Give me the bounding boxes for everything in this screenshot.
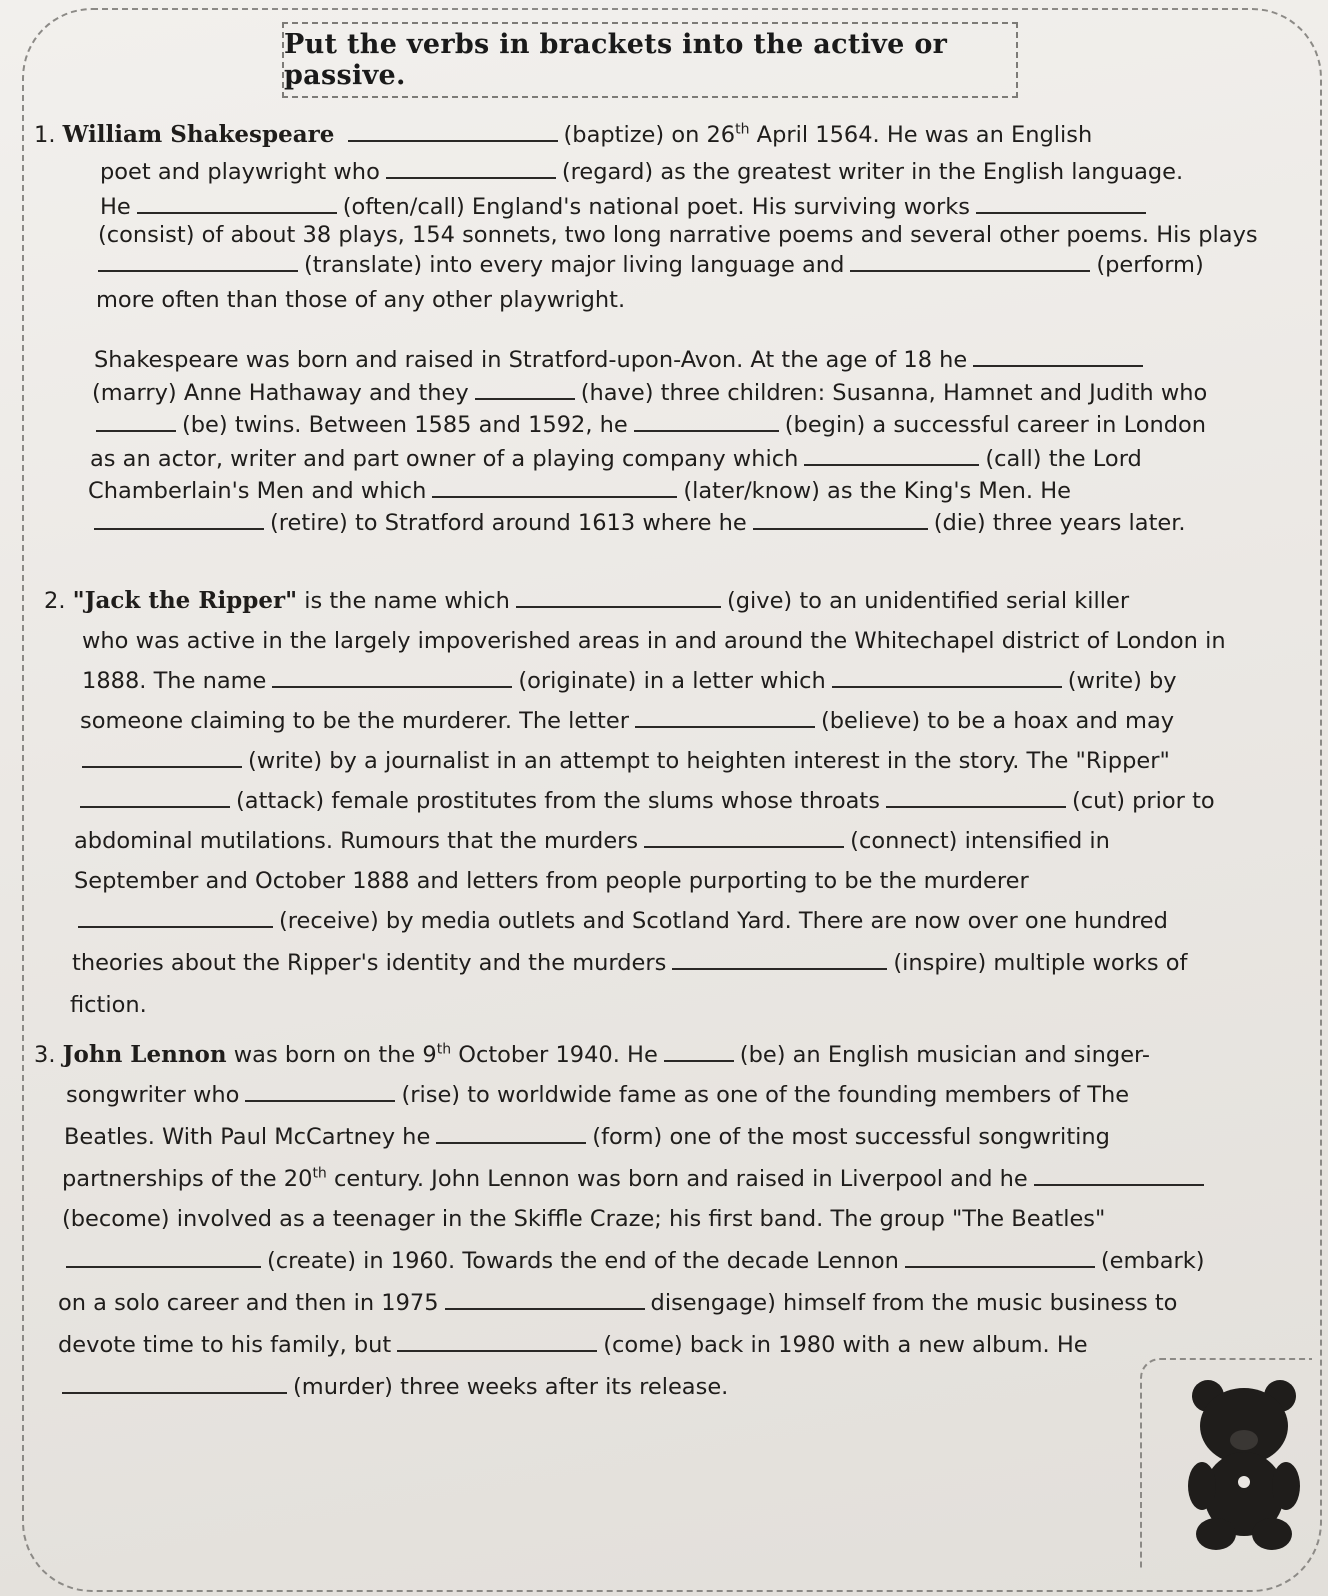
- s1-p2-line-5: Chamberlain's Men and which (later/know) as the King's Men. He: [88, 478, 1071, 504]
- s1-p2-line-3: (be) twins. Between 1585 and 1592, he (begin) a successful career in London: [90, 410, 1206, 440]
- s1-p2-line-2: (marry) Anne Hathaway and they (have) three children: Susanna, Hamnet and Judith who: [92, 380, 1208, 406]
- s1-line-1: 1. William Shakespeare (baptize) on 26th April 1564. He was an English: [34, 121, 1093, 148]
- s2-line-5: (write) by a journalist in an attempt to heighten interest in the story. The "Ripper": [76, 746, 1170, 776]
- answer-blank[interactable]: [475, 378, 575, 400]
- answer-blank[interactable]: [80, 786, 230, 808]
- name-jack-the-ripper: "Jack the Ripper": [72, 587, 298, 614]
- s1-line-3: He (often/call) England's national poet. His surviving works: [100, 192, 1152, 222]
- s1-p2-line-1: Shakespeare was born and raised in Stratford-upon-Avon. At the age of 18 he: [94, 345, 1149, 375]
- answer-blank[interactable]: [386, 157, 556, 179]
- answer-blank[interactable]: [1034, 1164, 1204, 1186]
- s3-line-2: songwriter who (rise) to worldwide fame as one of the founding members of The: [66, 1082, 1130, 1108]
- answer-blank[interactable]: [905, 1246, 1095, 1268]
- answer-blank[interactable]: [635, 706, 815, 728]
- s2-line-11: fiction.: [70, 992, 147, 1018]
- answer-blank[interactable]: [137, 192, 337, 214]
- answer-blank[interactable]: [976, 192, 1146, 214]
- s1-line-2: poet and playwright who (regard) as the greatest writer in the English language.: [100, 159, 1184, 185]
- answer-blank[interactable]: [634, 410, 779, 432]
- s3-line-4: partnerships of the 20th century. John Lennon was born and raised in Liverpool and he: [62, 1164, 1210, 1194]
- answer-blank[interactable]: [348, 120, 558, 142]
- answer-blank[interactable]: [98, 250, 298, 272]
- s1-p2-line-4: as an actor, writer and part owner of a playing company which (call) the Lord: [90, 446, 1142, 472]
- answer-blank[interactable]: [66, 1246, 261, 1268]
- answer-blank[interactable]: [78, 906, 273, 928]
- answer-blank[interactable]: [832, 666, 1062, 688]
- s2-line-2: who was active in the largely impoverished areas in and around the Whitechapel district of London in: [82, 628, 1226, 654]
- answer-blank[interactable]: [62, 1372, 287, 1394]
- teddy-bear-icon: [1180, 1374, 1310, 1554]
- s1-line-5: (translate) into every major living language and (perform): [92, 250, 1204, 280]
- answer-blank[interactable]: [886, 786, 1066, 808]
- answer-blank[interactable]: [445, 1288, 645, 1310]
- s3-line-1: 3. John Lennon was born on the 9th October 1940. He (be) an English musician and singer-: [34, 1041, 1150, 1068]
- answer-blank[interactable]: [850, 250, 1090, 272]
- s2-line-3: 1888. The name (originate) in a letter which (write) by: [82, 668, 1177, 694]
- name-john-lennon: John Lennon: [62, 1041, 227, 1068]
- s3-line-9: (murder) three weeks after its release.: [56, 1372, 728, 1402]
- answer-blank[interactable]: [804, 444, 979, 466]
- s3-line-3: Beatles. With Paul McCartney he (form) one of the most successful songwriting: [64, 1124, 1110, 1150]
- answer-blank[interactable]: [397, 1330, 597, 1352]
- s2-line-6: (attack) female prostitutes from the slums whose throats (cut) prior to: [74, 786, 1215, 816]
- answer-blank[interactable]: [432, 476, 677, 498]
- answer-blank[interactable]: [82, 746, 242, 768]
- answer-blank[interactable]: [436, 1122, 586, 1144]
- name-shakespeare: William Shakespeare: [62, 121, 335, 148]
- instruction-box: [282, 22, 1018, 98]
- s2-line-10: theories about the Ripper's identity and the murders (inspire) multiple works of: [72, 950, 1188, 976]
- answer-blank[interactable]: [516, 586, 721, 608]
- s1-p2-line-6: (retire) to Stratford around 1613 where he (die) three years later.: [88, 508, 1186, 538]
- bear-decoration-box: [1140, 1358, 1312, 1570]
- s3-line-7: on a solo career and then in 1975 disengage) himself from the music business to: [58, 1290, 1178, 1316]
- answer-blank[interactable]: [753, 508, 928, 530]
- s1-line-6: more often than those of any other playwright.: [96, 287, 626, 313]
- s2-line-9: (receive) by media outlets and Scotland Yard. There are now over one hundred: [72, 906, 1168, 936]
- s3-line-8: devote time to his family, but (come) back in 1980 with a new album. He: [58, 1332, 1088, 1358]
- answer-blank[interactable]: [245, 1080, 395, 1102]
- answer-blank[interactable]: [672, 948, 887, 970]
- s2-line-1: 2. "Jack the Ripper" is the name which (give) to an unidentified serial killer: [44, 587, 1130, 614]
- s2-line-4: someone claiming to be the murderer. The letter (believe) to be a hoax and may: [80, 708, 1175, 734]
- answer-blank[interactable]: [96, 410, 176, 432]
- s1-line-4: (consist) of about 38 plays, 154 sonnets, two long narrative poems and several other poems. His plays: [98, 222, 1258, 248]
- answer-blank[interactable]: [973, 345, 1143, 367]
- answer-blank[interactable]: [644, 826, 844, 848]
- s2-line-7: abdominal mutilations. Rumours that the murders (connect) intensified in: [74, 828, 1110, 854]
- instruction-title: Put the verbs in brackets into the active or passive.: [284, 29, 948, 91]
- answer-blank[interactable]: [272, 666, 512, 688]
- s3-line-6: (create) in 1960. Towards the end of the decade Lennon (embark): [60, 1246, 1205, 1276]
- answer-blank[interactable]: [664, 1040, 734, 1062]
- answer-blank[interactable]: [94, 508, 264, 530]
- s3-line-5: (become) involved as a teenager in the Skiffle Craze; his first band. The group "The Beatles": [62, 1206, 1106, 1232]
- s2-line-8: September and October 1888 and letters from people purporting to be the murderer: [74, 868, 1029, 894]
